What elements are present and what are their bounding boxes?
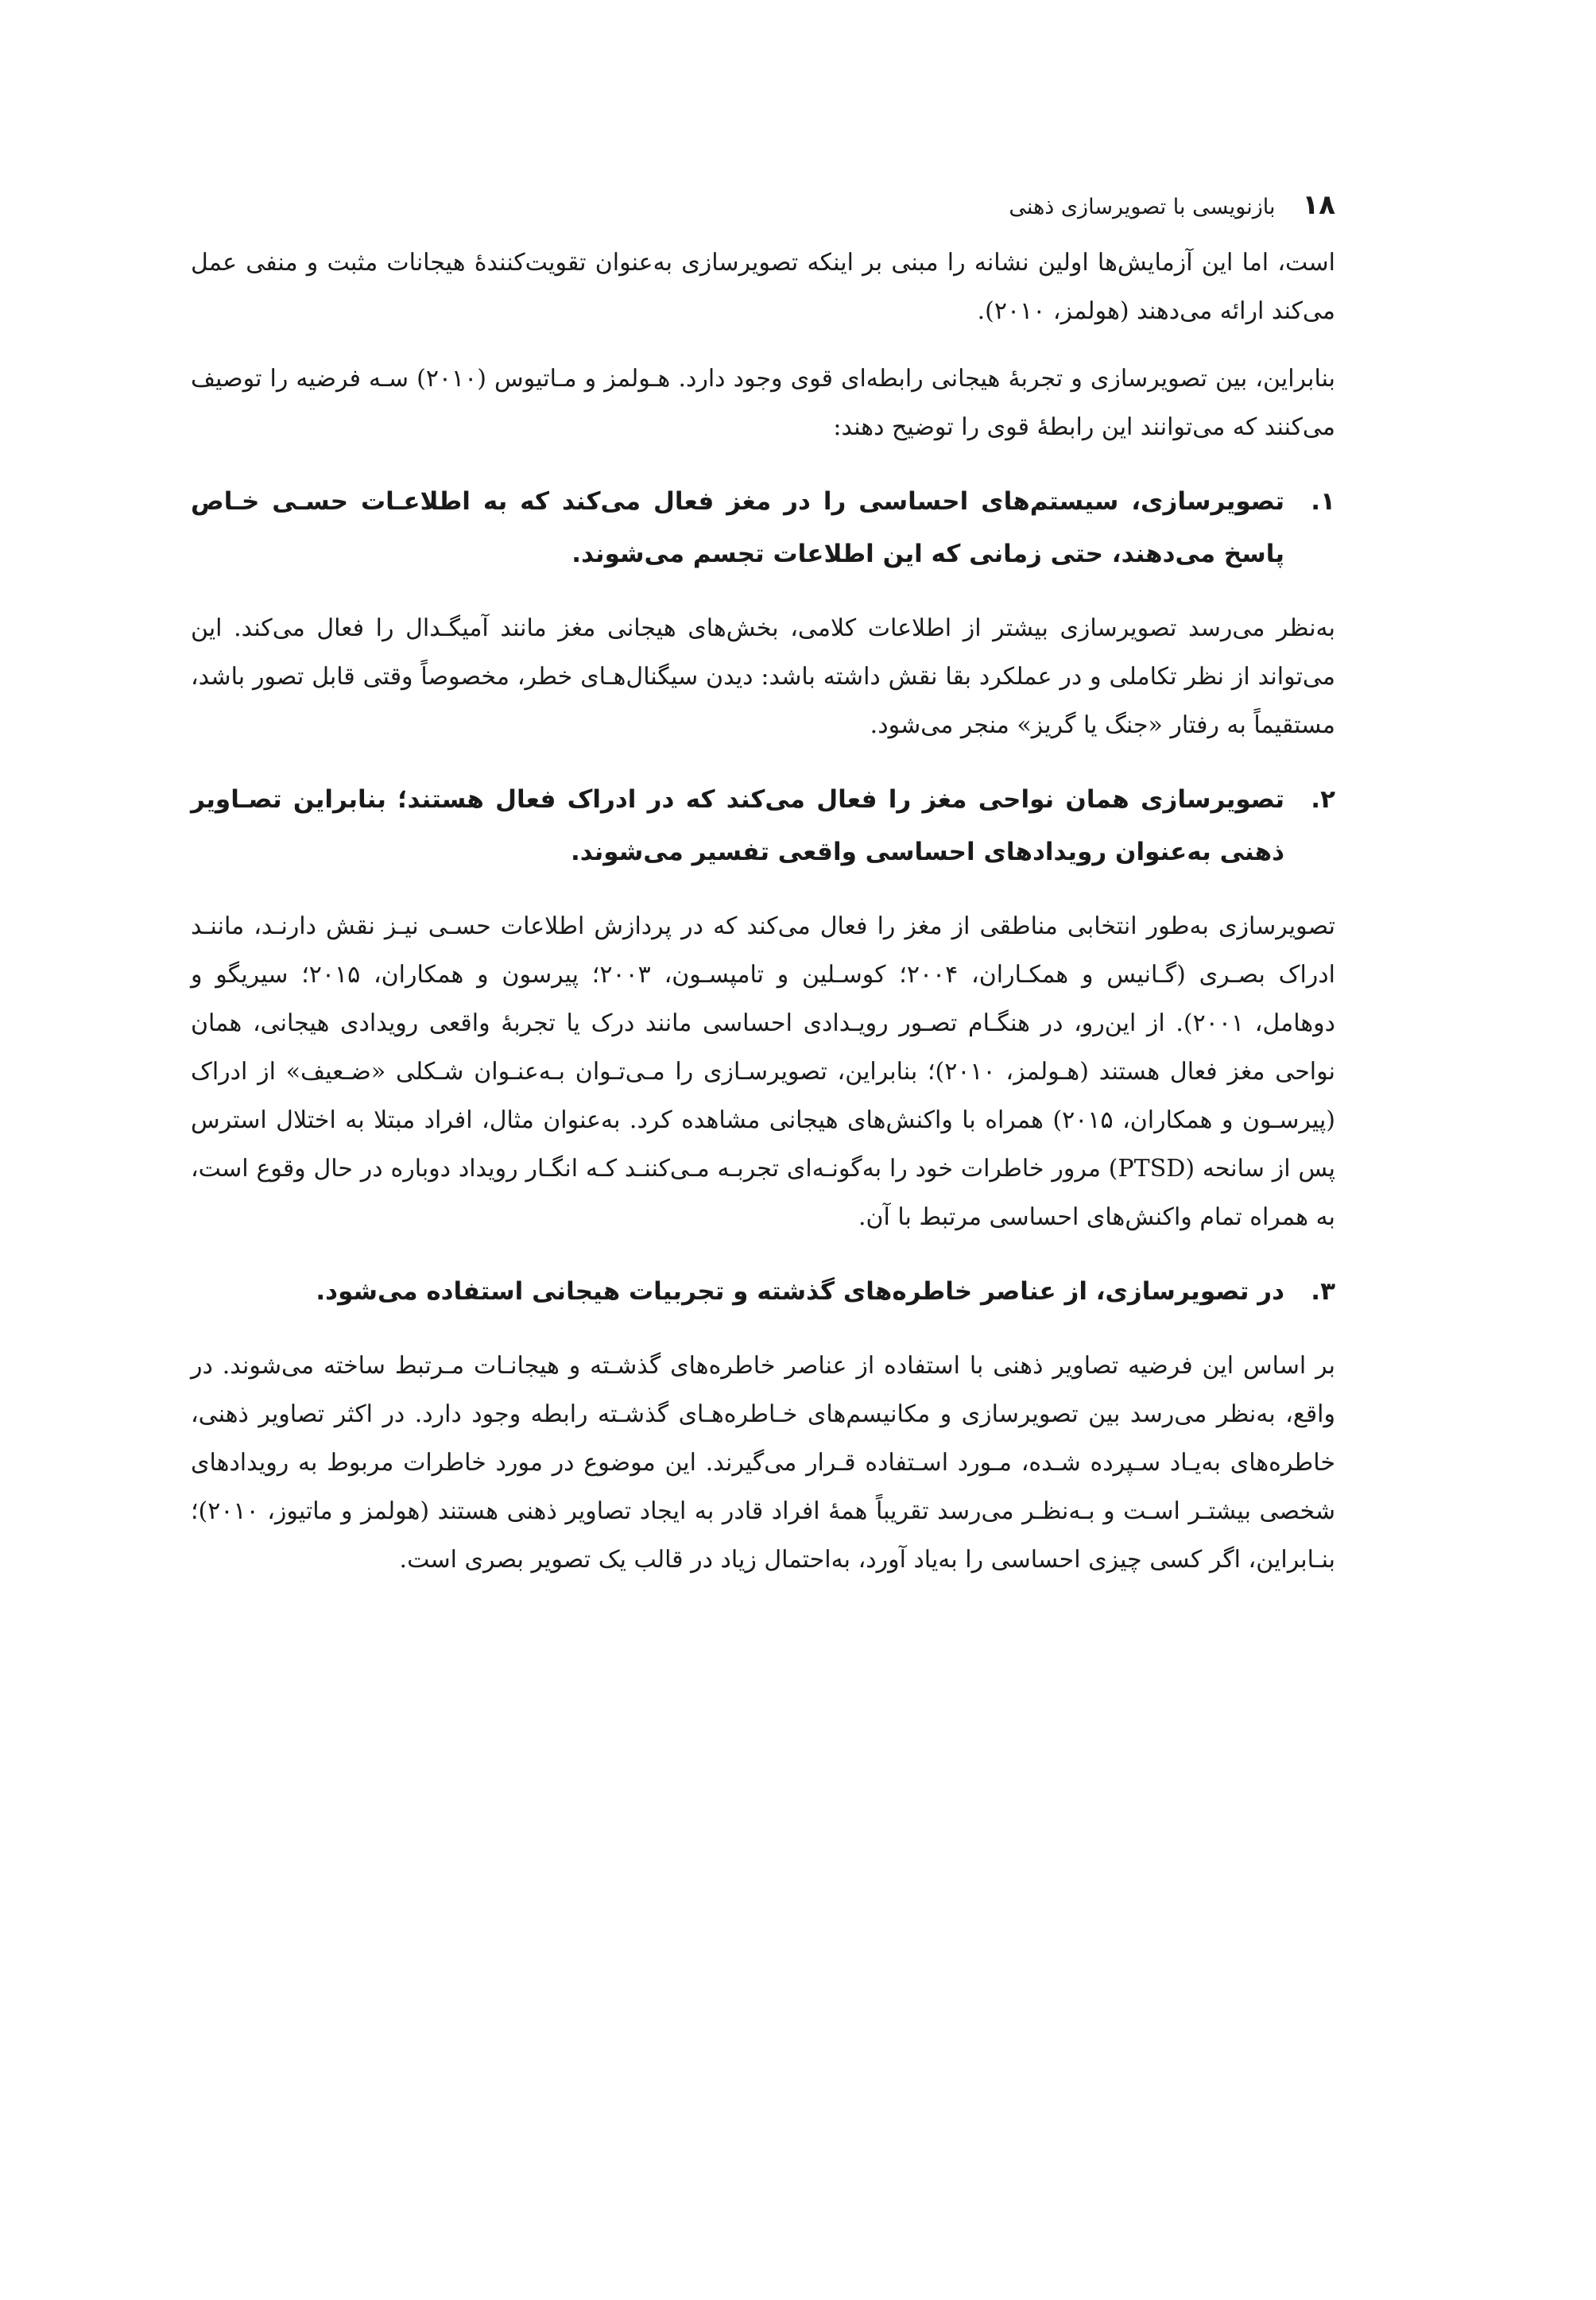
running-header	[1009, 189, 1335, 221]
page-number: ۱۸	[1302, 189, 1335, 221]
hypothesis-number: ۲.	[1311, 785, 1335, 814]
paragraph-4: تصویرسازی به‌طور انتخابی مناطقی از مغز را فعال می‌کند که در پردازش اطلاعات حسـی نیـز نقش دارنـد، ماننـد ادراک بصـری (گـانیس و همکـاران، ۲۰۰۴؛ کوسـلین و تامپسـون، ۲۰۰۳؛ پیرسون و همکاران، ۲۰۱۵؛ سیریگو و دوهامل، ۲۰۰۱). از این‌رو، در هنگـام تصـور رویـدادی احساسی مانند درک یا تجربهٔ واقعی رویدادی هیجانی، همان نواحی مغز فعال هستند (هـولمز، ۲۰۱۰)؛ بنابراین، تصویرسـازی را مـی‌تـوان بـه‌عنـوان شـکلی «ضـعیف» از ادراک (پیرسـون و همکاران، ۲۰۱۵) همراه با واکنش‌های هیجانی مشاهده کرد. به‌عنوان مثال، افراد مبتلا به اختلال استرس پس از سانحه (PTSD) مرور خاطرات خود را به‌گونـه‌ای تجربـه مـی‌کننـد کـه انگـار رویداد دوباره در حال وقوع است، به همراه تمام واکنش‌های احساسی مرتبط با آن.	[191, 912, 1336, 1231]
paragraph-2: بنابراین، بین تصویرسازی و تجربهٔ هیجانی رابطه‌ای قوی وجود دارد. هـولمز و مـاتیوس (۲۰۱۰) سـه فرضیه را توصیف می‌کنند که می‌توانند این رابطهٔ قوی را توضیح دهند:	[191, 365, 1335, 441]
hypothesis-heading-3	[191, 1265, 1335, 1318]
paragraph-3: به‌نظر می‌رسد تصویرسازی بیشتر از اطلاعات کلامی، بخش‌های هیجانی مغز مانند آمیگـدال را فعال می‌کند. این می‌تواند از نظر تکاملی و در عملکرد بقا نقش داشته باشد: دیدن سیگنال‌هـای خطر، مخصوصاً وقتی قابل تصور باشد، مستقیماً به رفتار «جنگ یا گریز» منجر می‌شود.	[191, 614, 1335, 739]
body-text	[191, 238, 1335, 1603]
hypothesis-heading-1	[191, 475, 1335, 580]
hypothesis-title: در تصویرسازی، از عناصر خاطره‌های گذشته و تجربیات هیجانی استفاده می‌شود.	[316, 1277, 1284, 1306]
book-page	[191, 0, 1335, 2300]
hypothesis-title: تصویرسازی، سیستم‌های احساسی را در مغز فعال می‌کند که به اطلاعـات حسـی خـاص پاسخ می‌دهند، حتی زمانی که این اطلاعات تجسم می‌شوند.	[191, 487, 1284, 568]
hypothesis-number: ۳.	[1311, 1277, 1335, 1306]
hypothesis-heading-2	[191, 773, 1335, 878]
book-title: بازنویسی با تصویرسازی ذهنی	[1009, 195, 1276, 219]
paragraph-1: است، اما این آزمایش‌ها اولین نشانه را مبنی بر اینکه تصویرسازی به‌عنوان تقویت‌کنندهٔ هیجانات مثبت و منفی عمل می‌کند ارائه می‌دهند (هولمز، ۲۰۱۰).	[191, 249, 1335, 325]
hypothesis-title: تصویرسازی همان نواحی مغز را فعال می‌کند که در ادراک فعال هستند؛ بنابراین تصـاویر ذهنی به‌عنوان رویدادهای احساسی واقعی تفسیر می‌شوند.	[191, 785, 1284, 866]
paragraph-5: بر اساس این فرضیه تصاویر ذهنی با استفاده از عناصر خاطره‌های گذشـته و هیجانـات مـرتبط ساخته می‌شوند. در واقع، به‌نظر می‌رسد بین تصویرسازی و مکانیسم‌های خـاطره‌هـای گذشـته رابطه وجود دارد. در اکثر تصاویر ذهنی، خاطره‌های به‌یـاد سـپرده شـده، مـورد اسـتفاده قـرار می‌گیرند. این موضوع در مورد خاطرات مربوط به رویدادهای شخصی بیشتـر اسـت و بـه‌نظـر می‌رسد تقریباً همهٔ افراد قادر به ایجاد تصاویر ذهنی هستند (هولمز و ماتیوز، ۲۰۱۰)؛ بنـابراین، اگر کسی چیزی احساسی را به‌یاد آورد، به‌احتمال زیاد در قالب یک تصویر بصری است.	[191, 1352, 1335, 1574]
hypothesis-number: ۱.	[1311, 487, 1335, 516]
